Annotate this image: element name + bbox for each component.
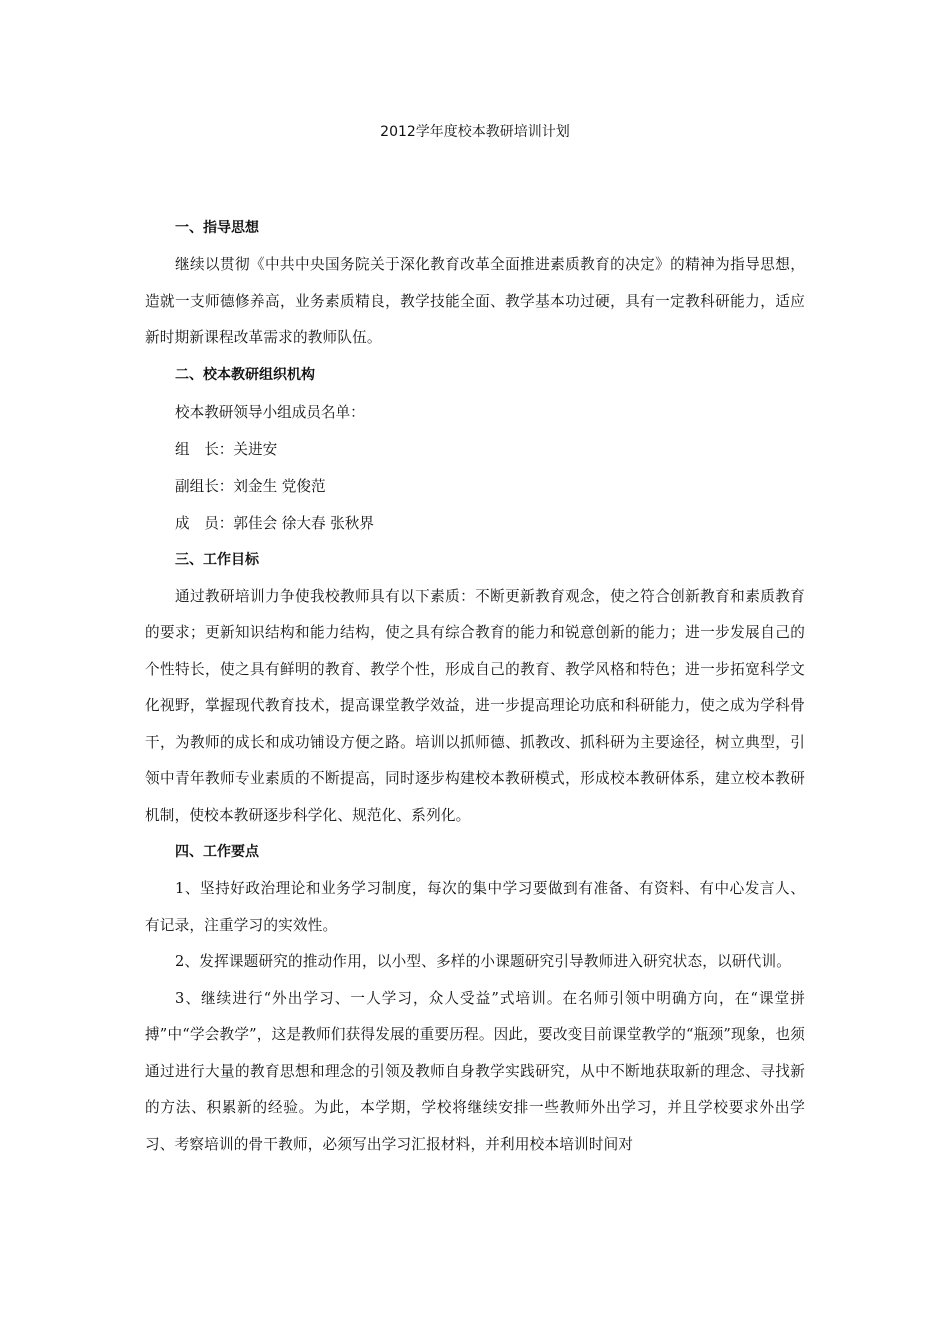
org-members: 成 员：郭佳会 徐大春 张秋界 (175, 514, 374, 532)
work-point-1: 1、坚持好政治理论和业务学习制度，每次的集中学习要做到有准备、有资料、有中心发言人、有记录，注重学习的实效性。 (145, 880, 805, 934)
section-heading-work-goals: 三、工作目标 (175, 551, 259, 568)
org-deputy-leaders: 副组长：刘金生 党俊范 (175, 477, 326, 495)
paragraph-guiding-thought: 继续以贯彻《中共中央国务院关于深化教育改革全面推进素质教育的决定》的精神为指导思想，造就一支师德修养高，业务素质精良，教学技能全面、教学基本功过硬，具有一定教科研能力，适应新时期新课程改革需求的教师队伍。 (145, 256, 805, 346)
document-title: 2012学年度校本教研培训计划 (380, 124, 570, 140)
org-members-intro: 校本教研领导小组成员名单： (175, 403, 365, 421)
section-heading-organization: 二、校本教研组织机构 (175, 366, 315, 383)
paragraph-work-goals: 通过教研培训力争使我校教师具有以下素质：不断更新教育观念，使之符合创新教育和素质教育的要求；更新知识结构和能力结构，使之具有综合教育的能力和锐意创新的能力；进一步发展自己的个性特长，使之具有鲜明的教育、教学个性，形成自己的教育、教学风格和特色；进一步拓宽科学文化视野，掌握现代教育技术，提高课堂教学效益，进一步提高理论功底和科研能力，使之成为学科骨干，为教师的成长和成功铺设方便之路。培训以抓师德、抓教改、抓科研为主要途径，树立典型，引领中青年教师专业素质的不断提高，同时逐步构建校本教研模式，形成校本教研体系，建立校本教研机制，使校本教研逐步科学化、规范化、系列化。 (145, 587, 805, 824)
org-leader: 组 长：关进安 (175, 440, 278, 458)
work-point-2: 2、发挥课题研究的推动作用，以小型、多样的小课题研究引导教师进入研究状态，以研代训。 (175, 953, 792, 970)
work-point-3: 3、继续进行“外出学习、一人学习，众人受益”式培训。在名师引领中明确方向，在“课堂拼搏”中“学会教学”，这是教师们获得发展的重要历程。因此，要改变目前课堂教学的“瓶颈”现象，也须通过进行大量的教育思想和理念的引领及教师自身教学实践研究，从中不断地获取新的理念、寻找新的方法、积累新的经验。为此，本学期，学校将继续安排一些教师外出学习，并且学校要求外出学习、考察培训的骨干教师，必须写出学习汇报材料，并利用校本培训时间对 (145, 989, 805, 1153)
document-body (145, 210, 805, 1163)
section-heading-work-points: 四、工作要点 (175, 844, 259, 860)
section-heading-guiding-thought: 一、指导思想 (175, 220, 259, 236)
